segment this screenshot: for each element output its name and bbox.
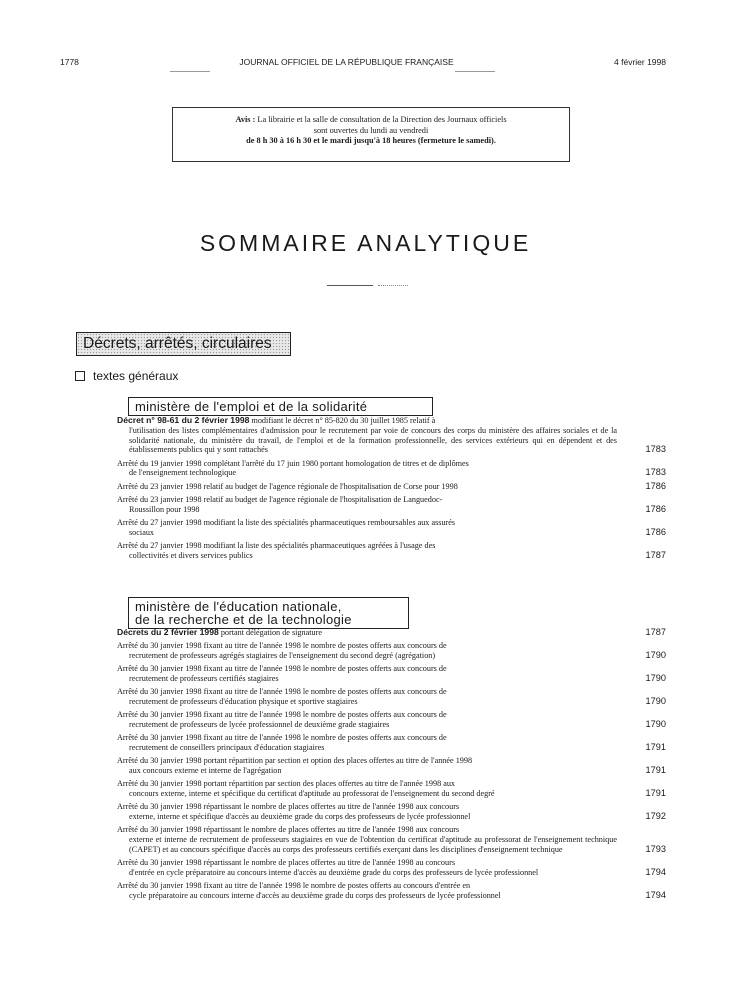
entry-text (117, 687, 617, 707)
entry-page-number: 1790 (645, 718, 666, 729)
issue-date: 4 février 1998 (614, 57, 666, 67)
journal-title: JOURNAL OFFICIEL DE LA RÉPUBLIQUE FRANÇAISE (239, 57, 454, 67)
entries-list-emploi (117, 416, 666, 564)
entry-first-line (117, 825, 617, 835)
entry-first-line (117, 687, 617, 697)
entry-title: portant délégation de signature (218, 628, 322, 637)
entry-page-number: 1786 (645, 503, 666, 514)
entry-first-line (117, 858, 617, 868)
entry-text (117, 733, 617, 753)
entry-text (117, 518, 617, 538)
entry-title: Arrêté du 30 janvier 1998 portant répartition par section et option des places offertes au titre de l'année 1998 (117, 756, 473, 766)
notice-line-1 (181, 115, 561, 126)
list-item (117, 541, 666, 561)
entry-continuation: Roussillon pour 1998 (129, 504, 200, 514)
notice-box (172, 107, 570, 162)
notice-text-2: sont ouvertes du lundi au vendredi (313, 125, 429, 135)
entry-first-line (117, 733, 617, 743)
entry-title: Arrêté du 30 janvier 1998 répartissant le nombre de places offertes au titre de l'année 1998 au concours (117, 857, 456, 867)
entry-continuation: externe, interne et spécifique d'accès au deuxième grade du corps des professeurs de lycée professionnel (129, 811, 471, 821)
ministry-heading-emploi (128, 397, 433, 416)
list-item (117, 518, 666, 538)
entry-page-number: 1791 (645, 741, 666, 752)
section-banner: Décrets, arrêtés, circulaires (76, 332, 291, 356)
entry-text (117, 881, 617, 901)
notice-text-1: La librairie et la salle de consultation de la Direction des Journaux officiels (257, 115, 507, 124)
list-item (117, 664, 666, 684)
entry-first-line (117, 541, 617, 551)
entry-continuation: d'entrée en cycle préparatoire au concours interne d'accès au deuxième grade du corps des professeurs de lycée professionnel (129, 867, 539, 877)
list-item (117, 416, 666, 455)
entry-title: Arrêté du 27 janvier 1998 modifiant la liste des spécialités pharmaceutiques remboursables aux assurés (117, 517, 456, 527)
ministry-name-line-1: ministère de l'éducation nationale, (135, 599, 342, 614)
list-item (117, 710, 666, 730)
ministry-name-line-2: de la recherche et de la technologie (135, 612, 352, 627)
title-ornament-dotted (378, 285, 408, 286)
entry-first-line (117, 664, 617, 674)
entry-first-line (117, 628, 617, 638)
entry-first-line (117, 641, 617, 651)
entry-page-number: 1792 (645, 810, 666, 821)
entry-title: Arrêté du 19 janvier 1998 complétant l'arrêté du 17 juin 1980 portant homologation de titres et de diplômes (117, 458, 469, 468)
entry-continuation: recrutement de professeurs certifiés stagiaires (129, 673, 279, 683)
entry-text (117, 710, 617, 730)
entry-page-number: 1791 (645, 787, 666, 798)
entry-text (117, 641, 617, 661)
entry-page-number: 1790 (645, 672, 666, 683)
entry-text (117, 459, 617, 479)
entry-text (117, 482, 617, 492)
entry-title: Arrêté du 27 janvier 1998 modifiant la liste des spécialités pharmaceutiques agréées à l'usage des (117, 540, 436, 550)
entry-continuation: recrutement de professeurs de lycée professionnel de deuxième grade stagiaires (129, 719, 390, 729)
entry-text (117, 858, 617, 878)
entry-page-number: 1790 (645, 695, 666, 706)
entry-first-line (117, 416, 617, 426)
entry-page-number: 1791 (645, 764, 666, 775)
entry-first-line (117, 881, 617, 891)
entry-text (117, 628, 617, 638)
entry-page-number: 1786 (645, 526, 666, 537)
subheading-text: textes généraux (93, 369, 179, 383)
entry-continuation: recrutement de conseillers principaux d'éducation stagiaires (129, 742, 325, 752)
entry-continuation: concours externe, interne et spécifique du certificat d'aptitude au professorat de l'enseignement du second degré (129, 788, 495, 798)
entry-text (117, 802, 617, 822)
entry-title: Arrêté du 23 janvier 1998 relatif au budget de l'agence régionale de l'hospitalisation de Languedoc- (117, 494, 443, 504)
entry-title: Arrêté du 30 janvier 1998 répartissant le nombre de places offertes au titre de l'année 1998 aux concours (117, 825, 460, 835)
entry-text (117, 756, 617, 776)
subheading (75, 369, 178, 383)
entry-page-number: 1790 (645, 649, 666, 660)
list-item (117, 802, 666, 822)
entry-first-line (117, 482, 617, 492)
list-item (117, 825, 666, 854)
checkbox-icon (75, 371, 85, 381)
entry-text (117, 541, 617, 561)
entry-page-number: 1787 (645, 549, 666, 560)
entry-page-number: 1794 (645, 866, 666, 877)
entry-page-number: 1794 (645, 889, 666, 900)
entry-continuation: aux concours externe et interne de l'agrégation (129, 765, 282, 775)
entry-title: Arrêté du 30 janvier 1998 fixant au titre de l'année 1998 le nombre de postes offerts aux concours de (117, 664, 447, 674)
entry-title: Arrêté du 30 janvier 1998 portant répartition par section des places offertes au titre de l'année 1998 aux (117, 779, 456, 789)
entry-first-line (117, 779, 617, 789)
notice-text-3: de 8 h 30 à 16 h 30 et le mardi jusqu'à 18 heures (fermeture le samedi). (246, 136, 496, 145)
entry-continuation: l'utilisation des listes complémentaires d'admission pour le recrutement par voie de concours des corps du ministère des affaires sociales et de la solidarité nationale, du ministère du travail, de l'emploi et de la formation professionnelle, des services extérieurs qui en dépendent et des établissements publics qui y sont rattachés (129, 425, 617, 455)
entry-lead: Décrets du 2 février 1998 (117, 627, 219, 637)
entry-title: Arrêté du 30 janvier 1998 fixant au titre de l'année 1998 le nombre de postes offerts au concours d'entrée en (117, 880, 471, 890)
list-item (117, 756, 666, 776)
page-number: 1778 (60, 57, 79, 67)
entry-first-line (117, 802, 617, 812)
list-item (117, 858, 666, 878)
entry-first-line (117, 495, 617, 505)
list-item (117, 733, 666, 753)
entry-first-line (117, 710, 617, 720)
entry-title: modifiant le décret n° 85-820 du 30 juillet 1985 relatif à (249, 416, 436, 425)
entry-continuation: collectivités et divers services publics (129, 550, 253, 560)
list-item (117, 495, 666, 515)
page-title: SOMMAIRE ANALYTIQUE (199, 230, 532, 256)
entry-continuation: cycle préparatoire au concours interne d'accès au deuxième grade du corps des professeurs de lycée professionnel (129, 890, 501, 900)
list-item (117, 881, 666, 901)
list-item (117, 687, 666, 707)
entry-text (117, 825, 617, 854)
entry-continuation: externe et interne de recrutement de professeurs stagiaires en vue de l'obtention du certificat d'aptitude au professorat de l'enseignement technique (CAPET) et au concours spécifique d'accès au corps des professeurs certifiés exerçant dans les disciplines d'enseignement technique (129, 834, 617, 854)
entry-page-number: 1793 (645, 843, 666, 854)
entry-lead: Décret n° 98-61 du 2 février 1998 (117, 415, 250, 425)
entry-text (117, 495, 617, 515)
ministry-name: ministère de l'emploi et de la solidarité (135, 399, 368, 414)
entry-page-number: 1786 (645, 480, 666, 491)
list-item (117, 482, 666, 492)
entry-text (117, 779, 617, 799)
entry-continuation: recrutement de professeurs d'éducation physique et sportive stagiaires (129, 696, 358, 706)
title-ornament (327, 285, 373, 286)
entry-title: Arrêté du 30 janvier 1998 fixant au titre de l'année 1998 le nombre de postes offerts aux concours de (117, 641, 447, 651)
entry-text (117, 664, 617, 684)
running-head (60, 57, 666, 67)
header-rule-left (170, 71, 210, 72)
entry-text (117, 416, 617, 455)
entry-continuation: de l'enseignement technologique (129, 468, 236, 478)
entry-title: Arrêté du 30 janvier 1998 répartissant le nombre de places offertes au titre de l'année 1998 aux concours (117, 802, 460, 812)
entry-continuation: recrutement de professeurs agrégés stagiaires de l'enseignement du second degré (agrégation) (129, 650, 436, 660)
entry-title: Arrêté du 30 janvier 1998 fixant au titre de l'année 1998 le nombre de postes offerts aux concours de (117, 687, 447, 697)
entry-first-line (117, 756, 617, 766)
entry-first-line (117, 518, 617, 528)
list-item (117, 628, 666, 638)
list-item (117, 779, 666, 799)
list-item (117, 641, 666, 661)
ministry-heading-education (128, 597, 409, 629)
list-item (117, 459, 666, 479)
entry-title: Arrêté du 23 janvier 1998 relatif au budget de l'agence régionale de l'hospitalisation de Corse pour 1998 (117, 481, 458, 491)
entry-continuation: sociaux (129, 527, 155, 537)
entries-list-education (117, 628, 666, 904)
entry-title: Arrêté du 30 janvier 1998 fixant au titre de l'année 1998 le nombre de postes offerts aux concours de (117, 710, 447, 720)
entry-first-line (117, 459, 617, 469)
entry-page-number: 1787 (645, 627, 666, 637)
entry-page-number: 1783 (645, 467, 666, 478)
header-rule-right (455, 71, 495, 72)
entry-page-number: 1783 (645, 444, 666, 455)
notice-label: Avis : (235, 115, 256, 124)
entry-title: Arrêté du 30 janvier 1998 fixant au titre de l'année 1998 le nombre de postes offerts aux concours de (117, 733, 447, 743)
